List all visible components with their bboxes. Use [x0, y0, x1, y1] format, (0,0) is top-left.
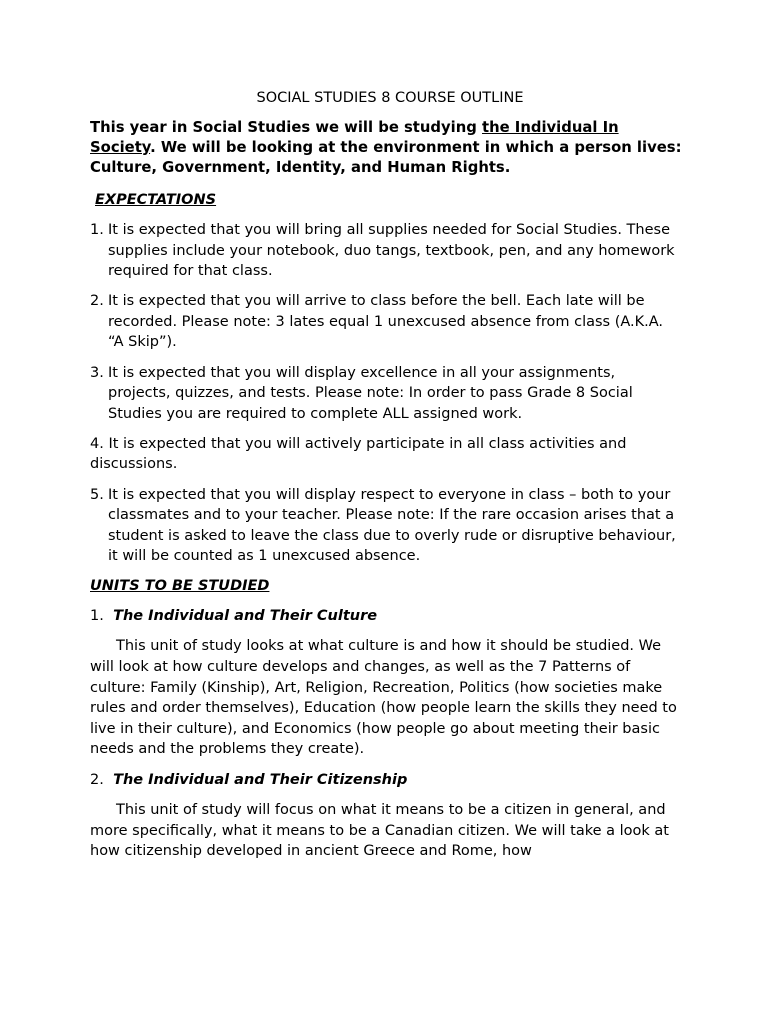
expectation-text: It is expected that you will arrive to class before the bell. Each late will be recorded. Please note: 3 lates equal 1 unexcused absence from class (A.K.A. “A Skip”). [108, 293, 664, 351]
expectation-text: It is expected that you will actively participate in all class activities and discussions. [90, 435, 627, 473]
expectation-text: It is expected that you will bring all supplies needed for Social Studies. These supplies include your notebook, duo tangs, textbook, pen, and any homework required for that class. [108, 222, 675, 280]
units-heading: UNITS TO BE STUDIED [90, 578, 270, 595]
expectation-number: 2. [90, 293, 104, 310]
expectation-text: It is expected that you will display respect to everyone in class – both to your classmates and to your teacher. Please note: If the rare occasion arises that a student is asked to leave the class due to overly rude or disruptive behaviour, it will be counted as 1 unexcused absence. [108, 486, 676, 565]
unit-title-text: The Individual and Their Culture [113, 608, 378, 625]
intro-paragraph [90, 118, 682, 178]
unit-number: 2. [90, 771, 104, 788]
unit-title [90, 770, 682, 790]
expectation-number: 5. [90, 486, 104, 503]
document-title: SOCIAL STUDIES 8 COURSE OUTLINE [256, 90, 524, 106]
unit-description: This unit of study looks at what culture is and how it should be studied. We will look at how culture develops and changes, as well as the 7 Patterns of culture: Family (Kinship), Art, Religion, Recreation, Politics (how societies make rules and order themselves), Education (how people learn the skills they need to live in their culture), and Economics (how people go about meeting their basic needs and the problems they create). [90, 638, 677, 758]
expectation-item [90, 485, 682, 567]
expectation-item [90, 363, 682, 425]
unit-number: 1. [90, 608, 104, 625]
expectation-item [90, 291, 682, 353]
expectation-text: It is expected that you will display excellence in all your assignments, projects, quizzes, and tests. Please note: In order to pass Grade 8 Social Studies you are required to complete ALL assigned work. [108, 364, 633, 422]
intro-text-after: . We will be looking at the environment in which a person lives: Culture, Government, Identity, and Human Rights. [90, 139, 682, 176]
expectation-item [90, 434, 682, 475]
intro-text-before: This year in Social Studies we will be studying [90, 119, 483, 136]
expectation-number: 3. [90, 364, 104, 381]
expectation-item [90, 220, 682, 282]
expectation-number: 1. [90, 222, 104, 238]
unit-description: This unit of study will focus on what it means to be a citizen in general, and more specifically, what it means to be a Canadian citizen. We will take a look at how citizenship developed in ancient Greece and Rome, how [90, 801, 669, 860]
unit-title-text: The Individual and Their Citizenship [113, 771, 408, 788]
expectation-number: 4. [90, 435, 104, 452]
unit-title [90, 606, 682, 626]
intro-focus-text: the Individual In Society [90, 119, 619, 156]
expectations-heading: EXPECTATIONS [95, 192, 217, 208]
